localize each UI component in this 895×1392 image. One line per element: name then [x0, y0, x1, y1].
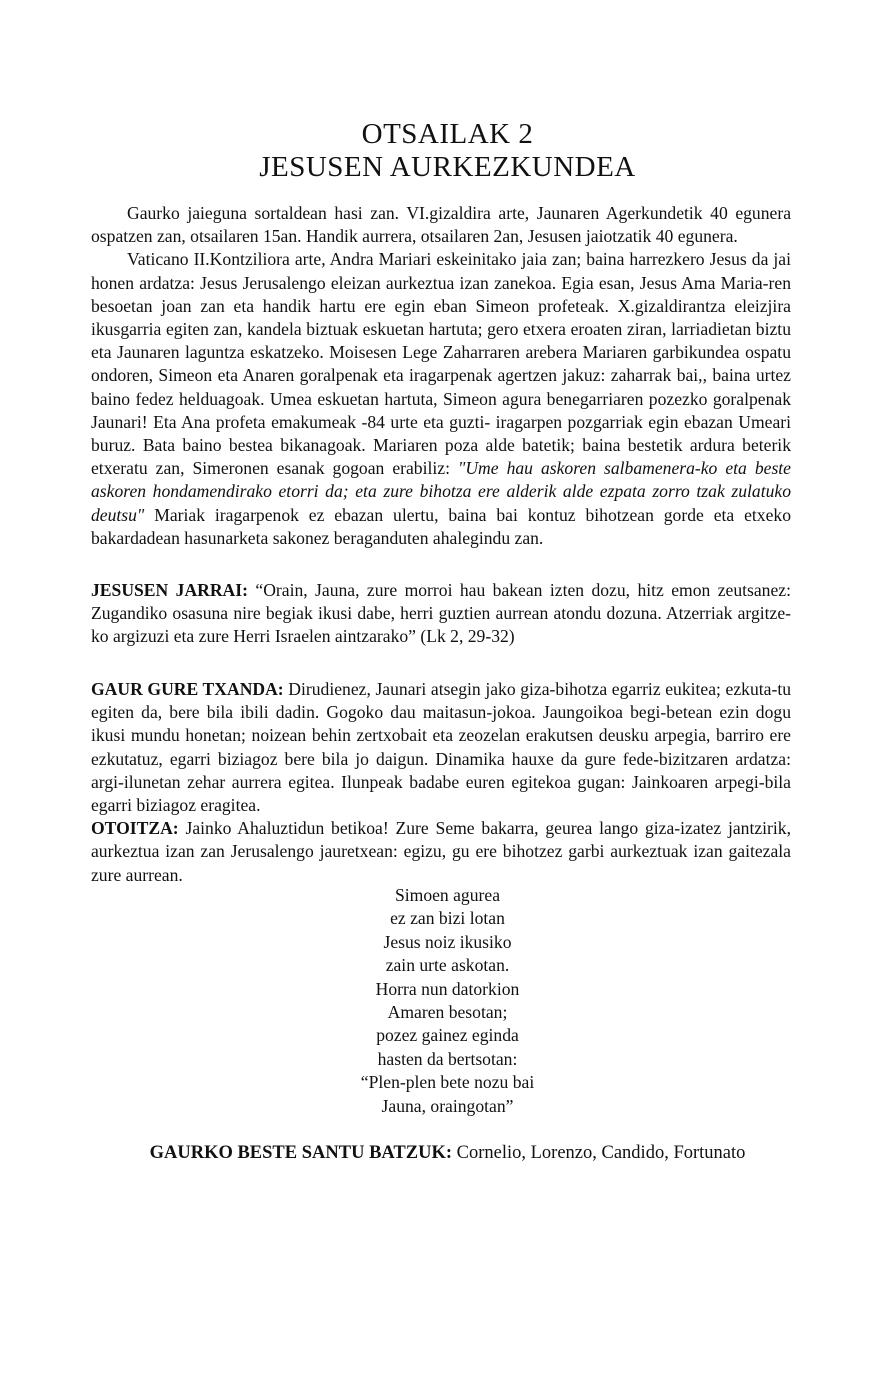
poem-line: “Plen-plen bete nozu bai — [360, 1072, 535, 1093]
intro-paragraph-2-text: Vaticano II.Kontziliora arte, Andra Mariari eskeinitako jaia zan; baina harrezkero Jesus da jai honen ardatza: Jesus Jerusalengo eleizan aurkeztua izan zanekoa. Egia esan, Jesus Ama Maria-ren besoetan joan zan eta handik hartu ere egin eban Simeon profeteak. X.gizaldirantza eleizjira ikusgarria egiten zan, kandela biztuak eskuetan hartuta; gero etxera eroaten ziran, larriadietan biztu eta Jaunaren laguntza eskatzeko. Moisesen Lege Zaharraren arebera Mariaren garbikundea ospatu ondoren, Simeon eta Anaren goralpenak eta iragarpenak agertzen jakuz: zaharrak bai,, baina urtez baino fedez helduagoak. Umea eskuetan hartuta, Simeon agura benegarriaren pozezko goralpenak Jaunari! Eta Ana profeta emakumeak -84 urte eta guzti- iragarpen pozgarriak egin ebazan Umeari buruz. Bata baino bestea bikanagoak. Mariaren poza alde batetik; baina bestetik ardura beterik etxeratu zan, Simeronen esanak gogoan erabiliz: — [91, 249, 791, 479]
otoitza-label: OTOITZA: — [91, 818, 179, 839]
intro-paragraph-2 — [91, 248, 791, 550]
poem-line: zain urte askotan. — [385, 955, 510, 976]
intro-section — [91, 202, 791, 550]
other-saints-text: Cornelio, Lorenzo, Candido, Fortunato — [452, 1143, 746, 1163]
page-subtitle: JESUSEN AURKEZKUNDEA — [259, 151, 636, 183]
otoitza-text: Jainko Ahaluztidun betikoa! Zure Seme bakarra, geurea lango giza-izatez jantzirik, aurkeztua izan zan Jerusalengo jauretxean: egizu, gu ere bihotzez garbi aurkeztuak izan gaitezala zure aurrean. — [91, 818, 791, 885]
jesusen-jarrai-label: JESUSEN JARRAI: — [91, 580, 248, 600]
intro-paragraph-2-end: Mariak iragarpenok ez ebazan ulertu, baina bai kontuz bihotzean gorde eta etxeko bakardadean hasunarketa sakonez beraganduten ahalegindu zan. — [91, 504, 791, 548]
other-saints-section — [0, 1141, 895, 1165]
poem-line: Amaren besotan; — [387, 1002, 508, 1023]
gaur-gure-txanda-label: GAUR GURE TXANDA: — [91, 679, 284, 699]
poem-line: Jauna, oraingotan” — [381, 1095, 514, 1116]
gaur-gure-txanda-text: Dirudienez, Jaunari atsegin jako giza-bihotza egarriz eukitea; ezkuta-tu egiten da, bere bila ibili dadin. Gogoko dau maitasun-jokoa. Jaungoikoa begi-betean ezin dogu ikusi mundu honetan; noizean behin zertxobait eta zeozelan erakutsen deusku arpegia, barriro ere ezkutatuz, egarri biziagoz bere bila jo daigun. Dinamika hauxe da gure fede-bizitzaren ardatza: argi-ilunetan zehar aurrera egitea. Ilunpeak badabe euren egitekoa gugan: Jainkoaren arpegi-bila egarri biziagoz eragitea. — [91, 679, 791, 816]
page-title: OTSAILAK 2 — [361, 118, 534, 150]
poem — [0, 884, 895, 1118]
title-block — [0, 118, 895, 184]
other-saints-label: GAURKO BESTE SANTU BATZUK: — [149, 1143, 452, 1163]
gaur-gure-txanda-section — [91, 678, 791, 887]
intro-paragraph-1: Gaurko jaieguna sortaldean hasi zan. VI.gizaldira arte, Jaunaren Agerkundetik 40 egunera ospatzen zan, otsailaren 15an. Handik aurrera, otsailaren 2an, Jesusen jaiotzatik 40 egunera. — [91, 203, 791, 247]
poem-line: Simoen agurea — [394, 885, 501, 905]
poem-line: ez zan bizi lotan — [390, 908, 505, 929]
poem-line: pozez gainez eginda — [376, 1025, 519, 1046]
jesusen-jarrai-section — [91, 579, 791, 649]
poem-line: hasten da bertsotan: — [377, 1048, 518, 1069]
otoitza-section — [91, 817, 791, 887]
simeon-quote: "Ume hau askoren salbamenera-ko eta beste askoren hondamendirako etorri da; eta zure bihotza ere alderik alde ezpata zorro tzak zulatuko deutsu" — [91, 458, 791, 525]
poem-line: Horra nun datorkion — [375, 978, 520, 999]
poem-line: Jesus noiz ikusiko — [383, 931, 512, 952]
jesusen-jarrai-text: “Orain, Jauna, zure morroi hau bakean izten dozu, hitz emon zeutsanez: Zugandiko osasuna nire begiak ikusi dabe, herri guztien aurrean atondu dozuna. Atzerriak argitze-ko argizuzi eta zure Herri Israelen aintzarako” (Lk 2, 29-32) — [91, 580, 791, 647]
